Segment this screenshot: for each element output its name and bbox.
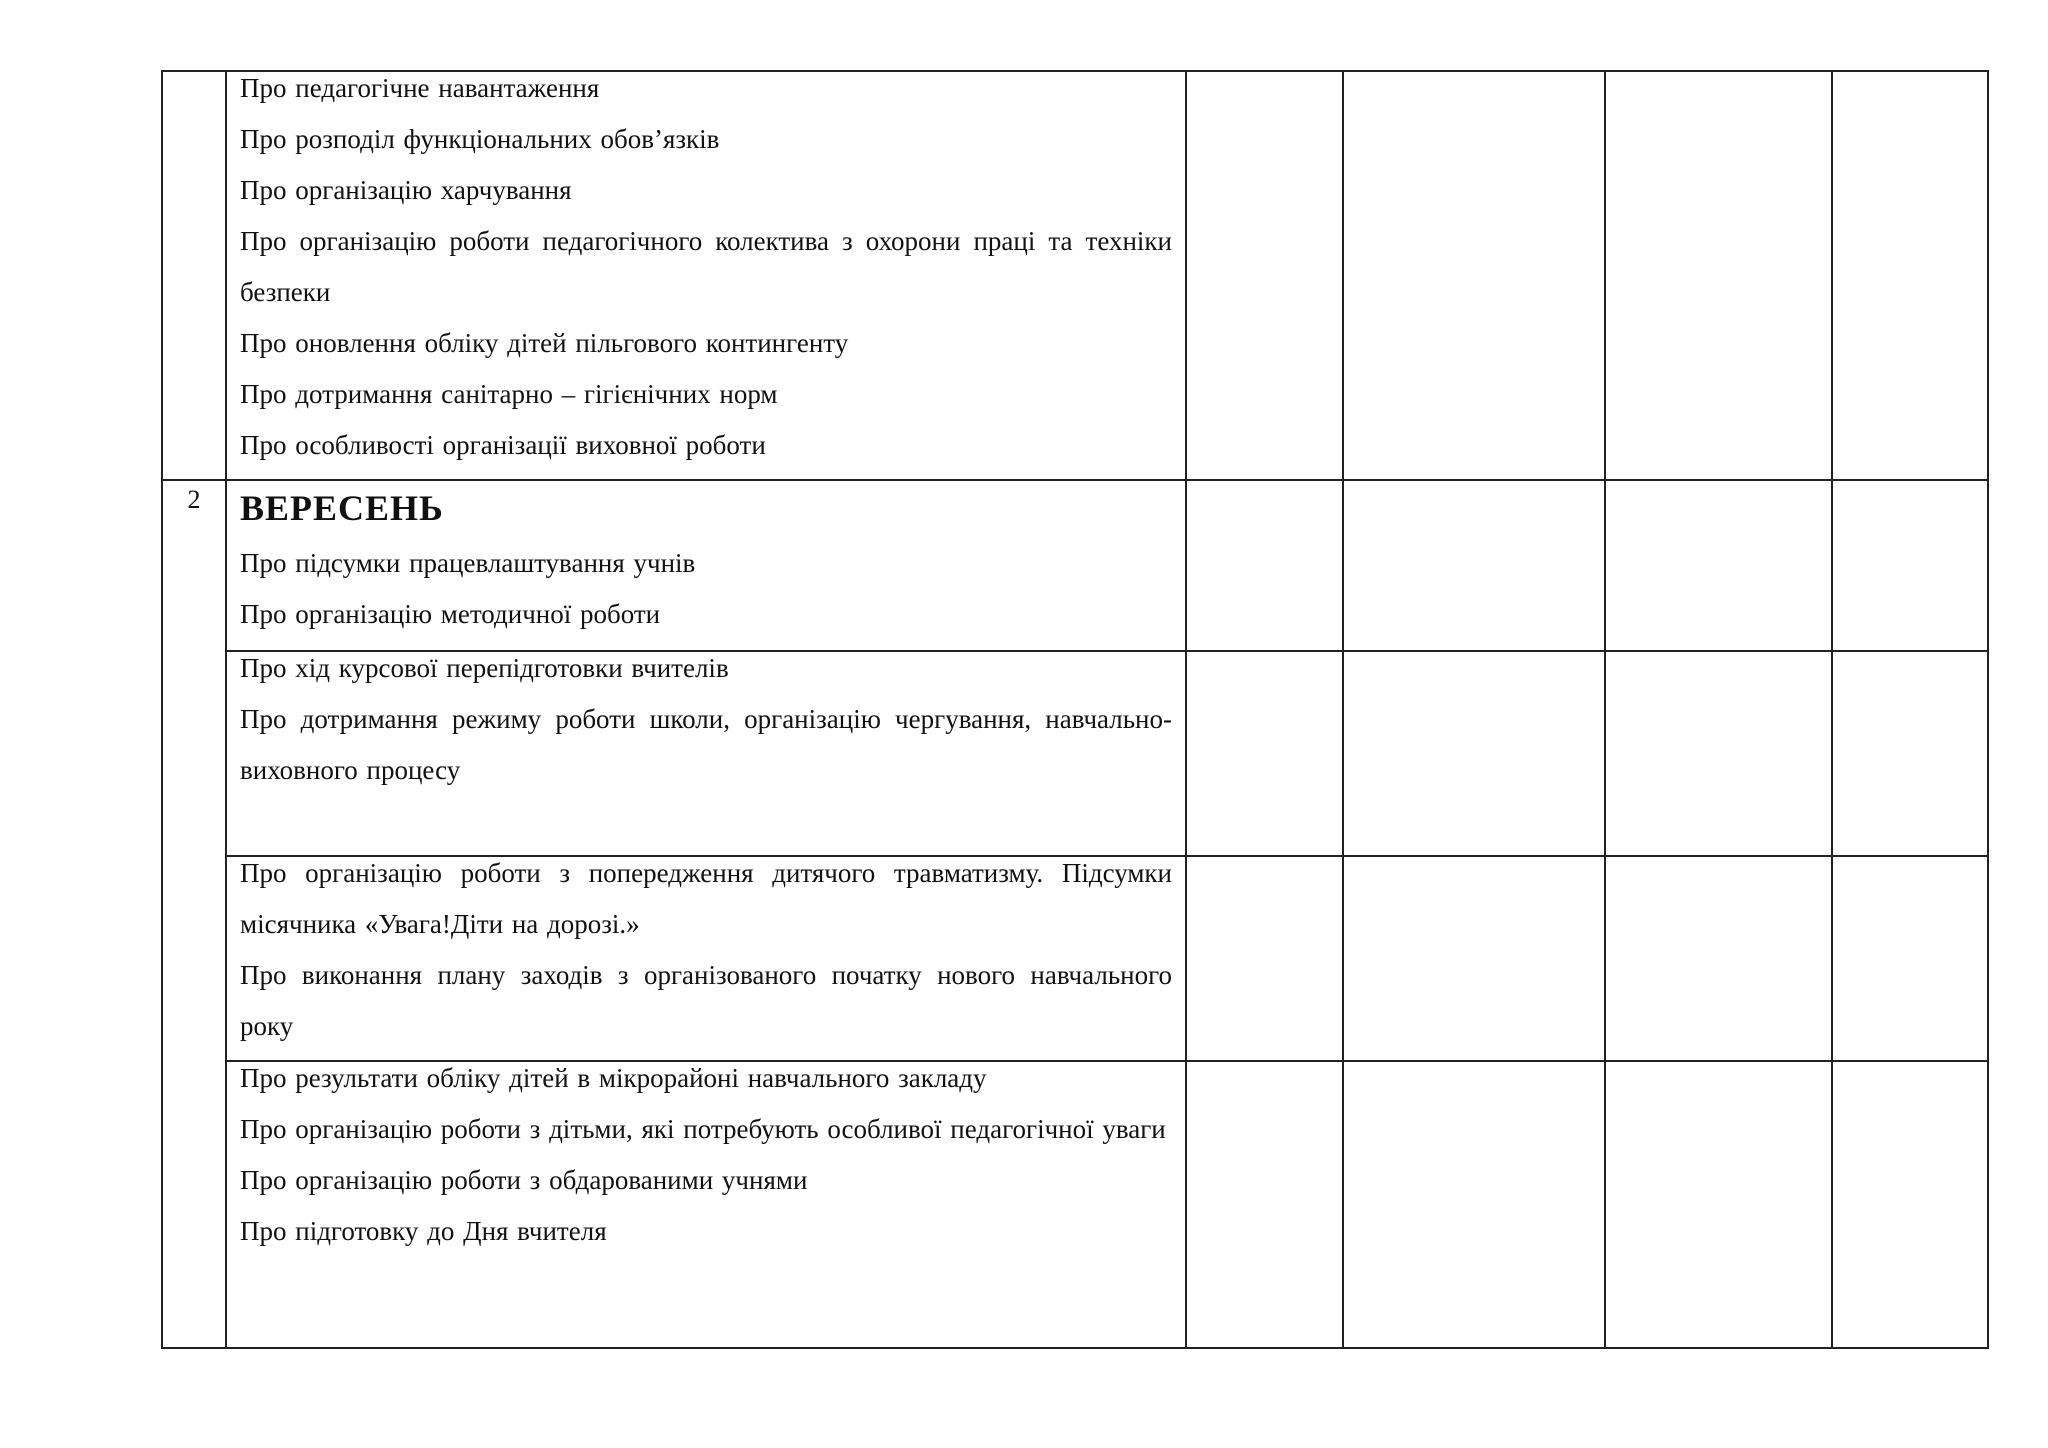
empty-cell xyxy=(1186,71,1343,480)
empty-cell xyxy=(1605,651,1832,856)
row-number-cell xyxy=(162,71,226,480)
empty-cell xyxy=(1186,651,1343,856)
table-row xyxy=(162,1061,1988,1348)
topic-line: Про педагогічне навантаження xyxy=(240,73,600,103)
empty-cell xyxy=(1343,480,1605,651)
topic-line: Про хід курсової перепідготовки вчителів xyxy=(240,653,729,683)
empty-cell xyxy=(1832,71,1988,480)
row-number-cell xyxy=(162,480,226,1348)
topic-line: Про організацію роботи з попередження дитячого травматизму. Підсумки місячника «Увага!Діти на дорозі.» xyxy=(240,858,1172,939)
topic-line: Про організацію харчування xyxy=(240,175,572,205)
topic-line: Про дотримання санітарно – гігієнічних норм xyxy=(240,379,778,409)
topic-line: Про виконання плану заходів з організованого початку нового навчального року xyxy=(240,960,1172,1041)
empty-cell xyxy=(1605,856,1832,1061)
topics-cell xyxy=(226,1061,1186,1348)
empty-cell xyxy=(1832,651,1988,856)
empty-cell xyxy=(1186,1061,1343,1348)
empty-cell xyxy=(1832,856,1988,1061)
empty-cell xyxy=(1832,480,1988,651)
table-row xyxy=(162,856,1988,1061)
topic-line: Про підготовку до Дня вчителя xyxy=(240,1216,607,1246)
table-row xyxy=(162,71,1988,480)
topic-line: Про організацію методичної роботи xyxy=(240,599,661,629)
topic-line: Про організацію роботи педагогічного колектива з охорони праці та техніки безпеки xyxy=(240,226,1172,307)
topics-cell xyxy=(226,856,1186,1061)
empty-cell xyxy=(1832,1061,1988,1348)
topic-line: Про організацію роботи з дітьми, які потребують особливої педагогічної уваги xyxy=(240,1114,1166,1144)
topic-line: Про результати обліку дітей в мікрорайоні навчального закладу xyxy=(240,1063,987,1093)
topic-line: Про дотримання режиму роботи школи, організацію чергування, навчально- виховного процесу xyxy=(240,704,1172,785)
topics-cell xyxy=(226,71,1186,480)
month-title: ВЕРЕСЕНЬ xyxy=(240,488,444,528)
table-row xyxy=(162,480,1988,651)
topic-line: Про підсумки працевлаштування учнів xyxy=(240,548,696,578)
topics-cell xyxy=(226,480,1186,651)
empty-cell xyxy=(1605,71,1832,480)
empty-cell xyxy=(1186,480,1343,651)
table-row xyxy=(162,651,1988,856)
empty-cell xyxy=(1343,651,1605,856)
topics-cell xyxy=(226,651,1186,856)
topic-line: Про організацію роботи з обдарованими учнями xyxy=(240,1165,808,1195)
row-number: 2 xyxy=(187,485,201,514)
plan-table xyxy=(161,70,1989,1349)
topic-line: Про оновлення обліку дітей пільгового контингенту xyxy=(240,328,849,358)
empty-cell xyxy=(1343,856,1605,1061)
empty-cell xyxy=(1605,1061,1832,1348)
empty-cell xyxy=(1343,71,1605,480)
empty-cell xyxy=(1343,1061,1605,1348)
topic-line: Про особливості організації виховної роботи xyxy=(240,430,766,460)
empty-cell xyxy=(1605,480,1832,651)
empty-cell xyxy=(1186,856,1343,1061)
topic-line: Про розподіл функціональних обов’язків xyxy=(240,124,720,154)
